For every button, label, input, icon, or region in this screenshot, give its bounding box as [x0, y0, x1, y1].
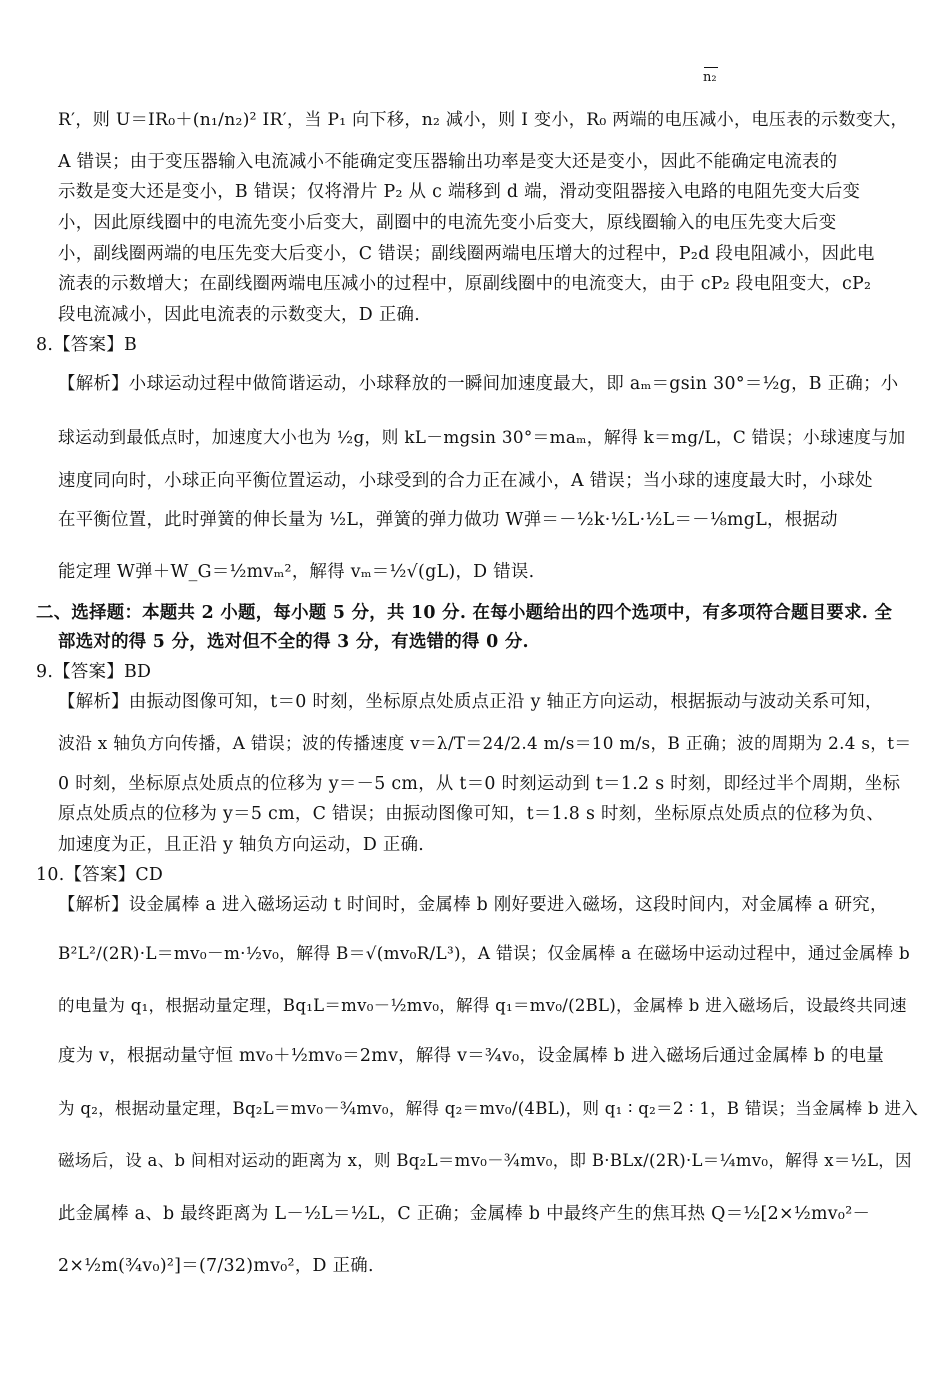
q9-answer-label: 9.【答案】BD	[36, 662, 152, 682]
q9-line-1: 【解析】由振动图像可知，t＝0 时刻，坐标原点处质点正沿 y 轴正方向运动，根据振动与波动关系可知，	[58, 692, 883, 712]
q10-line-7: 此金属棒 a、b 最终距离为 L－½L＝½L，C 正确；金属棒 b 中最终产生的焦耳热 Q＝½[2×½mv₀²－	[58, 1204, 871, 1224]
q9-line-5: 加速度为正，且正沿 y 轴负方向运动，D 正确.	[58, 835, 425, 855]
q7-line-6: 流表的示数增大；在副线圈两端电压减小的过程中，原副线圈中的电流变大，由于 cP₂ 段电阻变大，cP₂	[58, 274, 872, 294]
q7-line-4: 小，因此原线圈中的电流先变小后变大，副圈中的电流先变小后变大，原线圈输入的电压先变大后变	[58, 213, 837, 233]
section-2-heading-line-1: 二、选择题：本题共 2 小题，每小题 5 分，共 10 分. 在每小题给出的四个选项中，有多项符合题目要求. 全	[36, 603, 893, 623]
q7-line-7: 段电流减小，因此电流表的示数变大，D 正确.	[58, 305, 421, 325]
q7-line-1: R′，则 U＝IR₀＋(n₁/n₂)² IR′，当 P₁ 向下移，n₂ 减小，则 I 变小，R₀ 两端的电压减小，电压表的示数变大，	[58, 110, 908, 130]
top-fragment: n₂	[703, 70, 717, 85]
q8-line-4: 在平衡位置，此时弹簧的伸长量为 ½L，弹簧的弹力做功 W弹＝－½k·½L·½L＝－⅛mgL，根据动	[58, 510, 838, 530]
q10-line-1: 【解析】设金属棒 a 进入磁场运动 t 时间时，金属棒 b 刚好要进入磁场，这段时间内，对金属棒 a 研究，	[58, 895, 888, 915]
q7-line-2: A 错误；由于变压器输入电流减小不能确定变压器输出功率是变大还是变小，因此不能确定电流表的	[58, 152, 838, 172]
q8-line-1: 【解析】小球运动过程中做简谐运动，小球释放的一瞬间加速度最大，即 aₘ＝gsin 30°＝½g，B 正确；小	[58, 374, 899, 394]
q10-line-2: B²L²/(2R)·L＝mv₀－m·½v₀，解得 B＝√(mv₀R/L³)，A 错误；仅金属棒 a 在磁场中运动过程中，通过金属棒 b	[58, 943, 911, 963]
q7-line-5: 小，副线圈两端的电压先变大后变小，C 错误；副线圈两端电压增大的过程中，P₂d 段电阻减小，因此电	[58, 244, 875, 264]
q9-line-4: 原点处质点的位移为 y＝5 cm，C 错误；由振动图像可知，t＝1.8 s 时刻，坐标原点处质点的位移为负、	[58, 804, 885, 824]
q8-line-3: 速度同向时，小球正向平衡位置运动，小球受到的合力正在减小，A 错误；当小球的速度最大时，小球处	[58, 471, 873, 491]
q9-line-2: 波沿 x 轴负方向传播，A 错误；波的传播速度 v＝λ/T＝24/2.4 m/s＝10 m/s，B 正确；波的周期为 2.4 s，t＝	[58, 733, 912, 753]
q10-line-6: 磁场后，设 a、b 间相对运动的距离为 x，则 Bq₂L＝mv₀－¾mv₀，即 B·BLx/(2R)·L＝¼mv₀，解得 x＝½L，因	[58, 1151, 912, 1170]
q10-line-3: 的电量为 q₁，根据动量定理，Bq₁L＝mv₀－½mv₀，解得 q₁＝mv₀/(2BL)，金属棒 b 进入磁场后，设最终共同速	[58, 996, 907, 1015]
q10-line-5: 为 q₂，根据动量定理，Bq₂L＝mv₀－¾mv₀，解得 q₂＝mv₀/(4BL)，则 q₁ ∶ q₂＝2 ∶ 1，B 错误；当金属棒 b 进入	[58, 1099, 919, 1118]
section-2-heading-line-2: 部选对的得 5 分，选对但不全的得 3 分，有选错的得 0 分.	[58, 632, 529, 652]
q8-line-2: 球运动到最低点时，加速度大小也为 ½g，则 kL－mgsin 30°＝maₘ，解得 k＝mg/L，C 错误；小球速度与加	[58, 427, 906, 447]
q10-line-4: 度为 v，根据动量守恒 mv₀＋½mv₀＝2mv，解得 v＝¾v₀，设金属棒 b 进入磁场后通过金属棒 b 的电量	[58, 1046, 885, 1066]
q10-line-8: 2×½m(¾v₀)²]＝(7/32)mv₀²，D 正确.	[58, 1256, 374, 1276]
q7-line-3: 示数是变大还是变小，B 错误；仅将滑片 P₂ 从 c 端移到 d 端，滑动变阻器接入电路的电阻先变大后变	[58, 182, 861, 202]
q10-answer-label: 10.【答案】CD	[36, 865, 164, 885]
q8-line-5: 能定理 W弹＋W_G＝½mvₘ²，解得 vₘ＝½√(gL)，D 错误.	[58, 562, 535, 582]
q9-line-3: 0 时刻，坐标原点处质点的位移为 y＝－5 cm，从 t＝0 时刻运动到 t＝1.2 s 时刻，即经过半个周期，坐标	[58, 774, 901, 794]
fraction-bar	[704, 67, 718, 68]
q8-answer-label: 8.【答案】B	[36, 335, 138, 355]
